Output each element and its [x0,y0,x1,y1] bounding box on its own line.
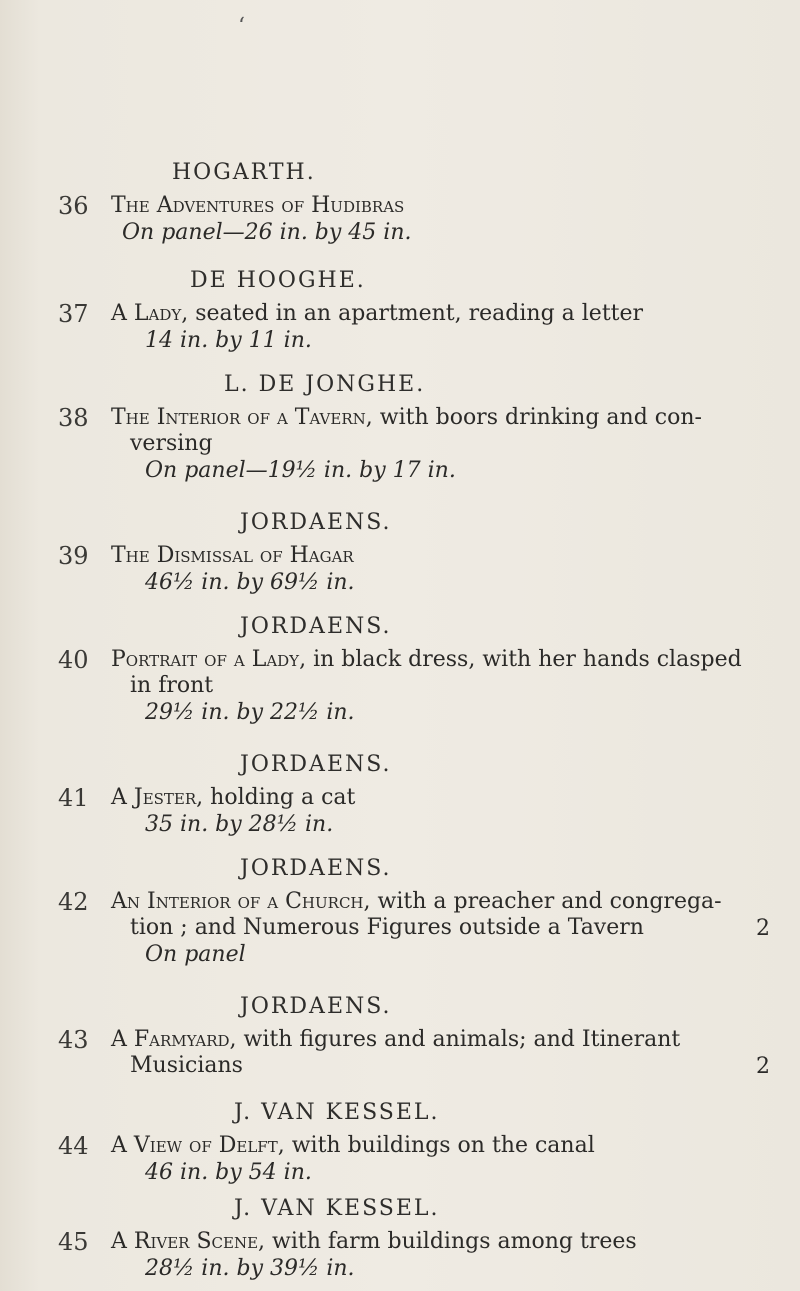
lot-number: 45 [58,1228,89,1256]
lot-title: A River Scene, [111,1229,266,1254]
lot-description [111,648,781,672]
page-mark: ʻ [238,14,245,39]
lot-continuation: Musicians [130,1053,243,1078]
lot-number: 42 [58,888,89,916]
lot-title: A Lady, [111,301,189,326]
lot-title: An Interior of a Church, [111,889,371,914]
lot-dimensions: On panel—26 in. by 45 in. [122,220,412,245]
lot-text: in black dress, with her hands clasped [306,647,742,672]
lot-title: A Jester, [111,785,204,810]
artist-heading: JORDAENS. [240,856,392,881]
lot-title: A Farmyard, [111,1027,237,1052]
artist-heading: DE HOOGHE. [190,268,366,293]
lot-continuation-text: tion ; and Numerous Figures outside a Tavern [130,915,644,940]
artist-heading: J. VAN KESSEL. [234,1196,440,1221]
lot-text: with figures and animals; and Itinerant [236,1027,681,1052]
lot-text: with boors drinking and con- [372,405,702,430]
lot-title: The Adventures of Hudibras [111,193,405,218]
lot-number: 36 [58,192,89,220]
lot-title: Portrait of a Lady, [111,647,307,672]
lot-title: The Interior of a Tavern, [111,405,373,430]
lot-dimensions: 14 in. by 11 in. [145,328,312,353]
lot-text: seated in an apartment, reading a letter [188,301,644,326]
lot-dimensions: 46½ in. by 69½ in. [145,570,355,595]
lot-number: 41 [58,784,89,812]
lot-continuation: in front [130,673,214,698]
lot-number: 39 [58,542,89,570]
lot-continuation: versing [130,431,213,456]
lot-text: with farm buildings among trees [265,1229,637,1254]
lot-description [111,1230,781,1254]
lot-number: 44 [58,1132,89,1160]
lot-description [111,1134,781,1158]
artist-heading: J. VAN KESSEL. [234,1100,440,1125]
lot-number: 38 [58,404,89,432]
lot-dimensions: 29½ in. by 22½ in. [145,700,355,725]
lot-description [111,890,781,914]
lot-number: 37 [58,300,89,328]
lot-quantity: 2 [756,916,770,941]
artist-heading: L. DE JONGHE. [224,372,426,397]
lot-description [111,302,781,326]
lot-number: 40 [58,646,89,674]
lot-title: A View of Delft, [111,1133,285,1158]
lot-number: 43 [58,1026,89,1054]
lot-dimensions: On panel—19½ in. by 17 in. [145,458,456,483]
lot-description [111,1028,781,1052]
lot-dimensions: 35 in. by 28½ in. [145,812,334,837]
lot-description [111,406,781,430]
lot-text: holding a cat [203,785,356,810]
artist-heading: JORDAENS. [240,994,392,1019]
lot-text: with a preacher and congrega- [370,889,722,914]
lot-title: The Dismissal of Hagar [111,543,354,568]
artist-heading: JORDAENS. [240,510,392,535]
lot-description [111,786,781,810]
lot-dimensions: 28½ in. by 39½ in. [145,1256,355,1281]
artist-heading: HOGARTH. [172,160,316,185]
lot-quantity: 2 [756,1054,770,1079]
artist-heading: JORDAENS. [240,752,392,777]
lot-description [111,194,781,218]
artist-heading: JORDAENS. [240,614,392,639]
lot-description [111,544,781,568]
lot-text: with buildings on the canal [284,1133,595,1158]
lot-dimensions: 46 in. by 54 in. [145,1160,312,1185]
lot-dimensions: On panel [145,942,246,967]
lot-continuation [130,916,770,940]
